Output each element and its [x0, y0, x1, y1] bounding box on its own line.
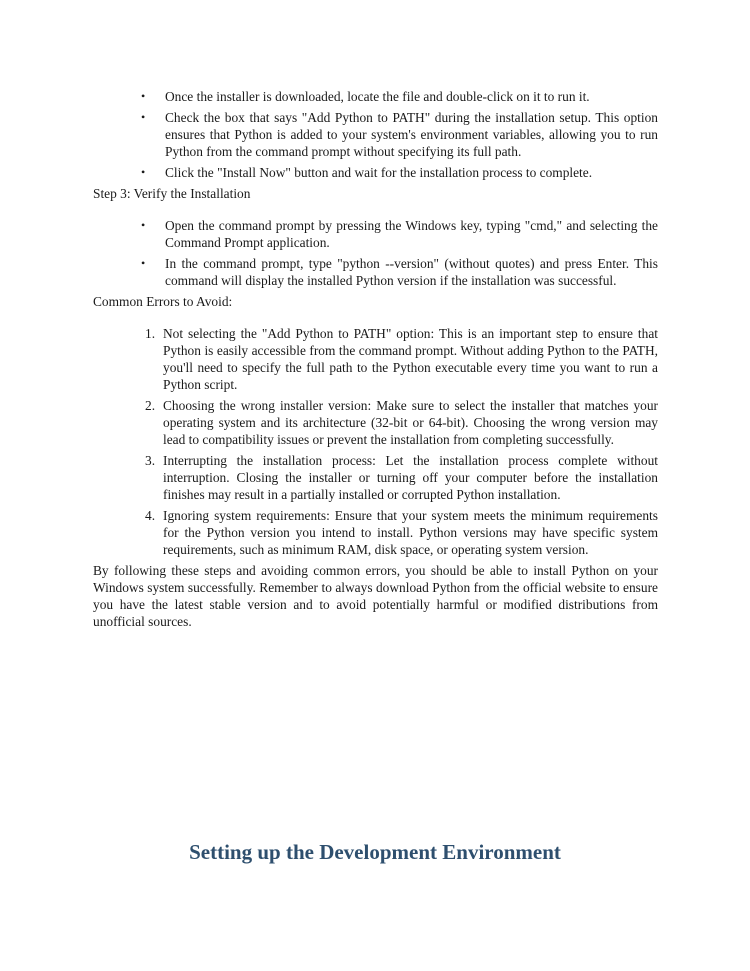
list-item-text: Not selecting the "Add Python to PATH" option: This is an important step to ensure that Python is easily accessible from the command prompt. Without adding Python to the PATH, you'll need to specify the full path to the Python executable every time you want to run a Python script.: [163, 326, 658, 392]
list-item: [93, 164, 658, 181]
errors-heading: Common Errors to Avoid:: [93, 294, 233, 309]
list-number: 4.: [145, 508, 156, 523]
list-item-text: Interrupting the installation process: Let the installation process complete without interruption. Closing the installer or turning off your computer before the installation finishes may result in a partially installed or corrupted Python installation.: [163, 453, 658, 502]
verify-steps-list: [93, 217, 658, 289]
document-body: [93, 88, 658, 630]
bullet-icon: •: [141, 165, 146, 179]
list-item: [93, 397, 658, 448]
bullet-icon: •: [141, 89, 146, 103]
list-item-text: In the command prompt, type "python --version" (without quotes) and press Enter. This command will display the installed Python version if the installation was successful.: [165, 256, 658, 288]
list-number: 3.: [145, 453, 156, 468]
list-item-text: Once the installer is downloaded, locate the file and double-click on it to run it.: [165, 89, 590, 104]
closing-paragraph: By following these steps and avoiding common errors, you should be able to install Python on your Windows system successfully. Remember to always download Python from the official website to ensure you have the latest stable version and to avoid potentially harmful or modified distributions from unofficial sources.: [93, 563, 658, 629]
bullet-icon: •: [141, 218, 146, 232]
install-steps-list: [93, 88, 658, 181]
list-item-text: Check the box that says "Add Python to PATH" during the installation setup. This option ensures that Python is added to your system's environment variables, allowing you to run Python from the command prompt without specifying its full path.: [165, 110, 658, 159]
bullet-icon: •: [141, 256, 146, 270]
list-item-text: Choosing the wrong installer version: Make sure to select the installer that matches your operating system and its architecture (32-bit or 64-bit). Choosing the wrong version may lead to compatibility issues or prevent the installation from completing successfully.: [163, 398, 658, 447]
list-number: 1.: [145, 326, 156, 341]
section-title: Setting up the Development Environment: [189, 840, 561, 864]
errors-list: [93, 325, 658, 558]
list-item-text: Open the command prompt by pressing the Windows key, typing "cmd," and selecting the Command Prompt application.: [165, 218, 658, 250]
list-item: [93, 452, 658, 503]
list-item: [93, 255, 658, 289]
step3-heading: Step 3: Verify the Installation: [93, 186, 251, 201]
list-item: [93, 88, 658, 105]
list-item-text: Ignoring system requirements: Ensure that your system meets the minimum requirements for the Python version you intend to install. Python versions may have specific system requirements, such as minimum RAM, disk space, or operating system version.: [163, 508, 658, 557]
list-item: [93, 217, 658, 251]
list-item: [93, 507, 658, 558]
list-number: 2.: [145, 398, 156, 413]
bullet-icon: •: [141, 110, 146, 124]
list-item-text: Click the "Install Now" button and wait for the installation process to complete.: [165, 165, 593, 180]
list-item: [93, 109, 658, 160]
list-item: [93, 325, 658, 393]
